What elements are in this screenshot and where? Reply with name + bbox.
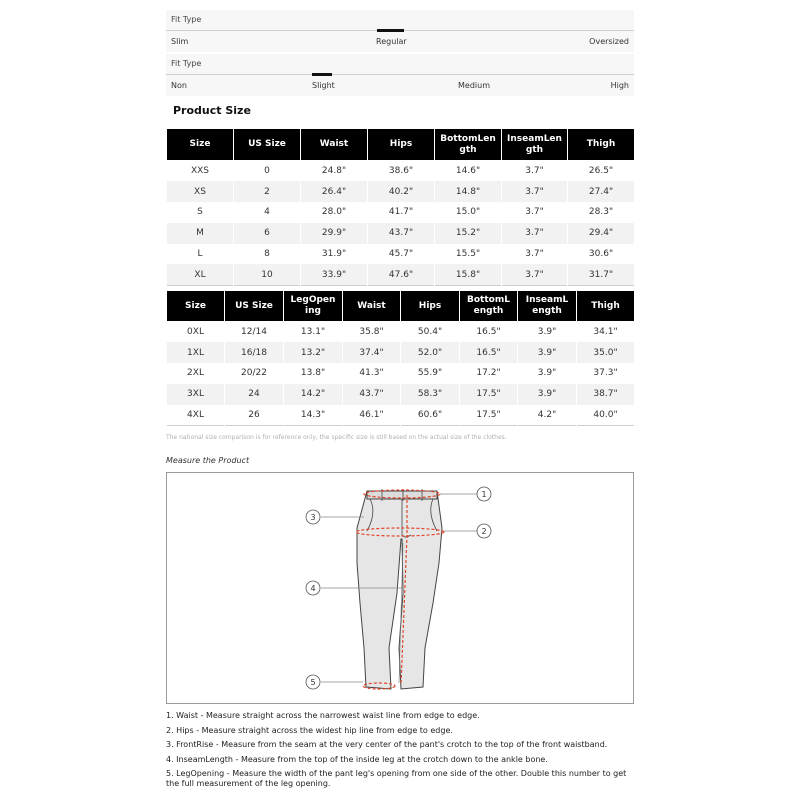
fit-type-slider — [166, 10, 634, 52]
table-cell: 60.6" — [401, 405, 460, 426]
column-header: Hips — [401, 291, 460, 322]
fit-type-label: Fit Type — [171, 59, 202, 68]
table-cell: 3.7" — [502, 244, 568, 265]
table-cell: 15.8" — [435, 264, 502, 285]
table-cell: XS — [167, 181, 234, 202]
table-cell: 14.2" — [284, 384, 343, 405]
stretch-slider — [166, 54, 634, 96]
size-disclaimer: The national size comparison is for reference only, the specific size is still based on the actual size of the clothes. — [166, 434, 507, 441]
table-cell: L — [167, 244, 234, 265]
table-cell: 4XL — [167, 405, 225, 426]
table-cell: 8 — [234, 244, 301, 265]
table-cell: 16.5" — [460, 342, 518, 363]
fit-track — [166, 74, 634, 75]
table-cell: 29.9" — [301, 223, 368, 244]
table-cell: 50.4" — [401, 322, 460, 343]
table-cell: 29.4" — [568, 223, 635, 244]
column-header: US Size — [225, 291, 284, 322]
table-cell: 3.7" — [502, 223, 568, 244]
callout-5-label: 5 — [310, 678, 316, 687]
table-cell: 12/14 — [225, 322, 284, 343]
fit-selected-marker — [312, 73, 332, 76]
table-cell: S — [167, 202, 234, 223]
table-cell: 13.1" — [284, 322, 343, 343]
table-cell: 3.7" — [502, 161, 568, 182]
table-cell: 16.5" — [460, 322, 518, 343]
callout-2-label: 2 — [481, 527, 487, 536]
table-cell: 1XL — [167, 342, 225, 363]
table-cell: 14.6" — [435, 161, 502, 182]
table-cell: 17.2" — [460, 363, 518, 384]
pants-diagram — [167, 473, 633, 703]
table-cell: 15.2" — [435, 223, 502, 244]
table-cell: 3.9" — [518, 322, 577, 343]
table-cell: 26.5" — [568, 161, 635, 182]
instruction-waist: 1. Waist - Measure straight across the narrowest waist line from edge to edge. — [166, 711, 480, 720]
table-cell: 31.9" — [301, 244, 368, 265]
table-cell: 3.9" — [518, 342, 577, 363]
table-cell: 45.7" — [368, 244, 435, 265]
column-header: Hips — [368, 129, 435, 161]
waistband — [367, 491, 437, 499]
callout-3-label: 3 — [310, 513, 316, 522]
fit-type-label: Fit Type — [171, 15, 202, 24]
fit-option-oversized: Oversized — [589, 37, 629, 46]
table-cell: 55.9" — [401, 363, 460, 384]
table-cell: 37.4" — [343, 342, 401, 363]
table-cell: 10 — [234, 264, 301, 285]
table-row — [167, 202, 635, 223]
table-cell: 17.5" — [460, 405, 518, 426]
table-cell: 28.0" — [301, 202, 368, 223]
table-row — [167, 264, 635, 285]
table-cell: 16/18 — [225, 342, 284, 363]
table-row — [167, 181, 635, 202]
table-cell: 28.3" — [568, 202, 635, 223]
table-cell: 33.9" — [301, 264, 368, 285]
table-cell: 0 — [234, 161, 301, 182]
table-cell: 17.5" — [460, 384, 518, 405]
table-cell: 46.1" — [343, 405, 401, 426]
column-header: Thigh — [577, 291, 635, 322]
column-header: Waist — [343, 291, 401, 322]
table-cell: 15.5" — [435, 244, 502, 265]
fit-option-slight: Slight — [312, 81, 335, 90]
table-cell: 47.6" — [368, 264, 435, 285]
table-cell: 4.2" — [518, 405, 577, 426]
column-header: InseamLen gth — [502, 129, 568, 161]
table-cell: 4 — [234, 202, 301, 223]
table-cell: 3.9" — [518, 384, 577, 405]
table-cell: 0XL — [167, 322, 225, 343]
table-cell: 3.7" — [502, 264, 568, 285]
instruction-hips: 2. Hips - Measure straight across the widest hip line from edge to edge. — [166, 725, 453, 735]
table-header-row — [167, 129, 635, 161]
table-cell: XL — [167, 264, 234, 285]
fit-option-regular: Regular — [376, 37, 407, 46]
column-header: Thigh — [568, 129, 635, 161]
table-cell: 13.8" — [284, 363, 343, 384]
instruction-leg-opening: 5. LegOpening - Measure the width of the pant leg's opening from one side of the other. Double this number to get the full measurement of the leg opening. — [166, 769, 627, 789]
instruction-front-rise: 3. FrontRise - Measure from the seam at the very center of the pant's crotch to the top of the front waistband. — [166, 740, 608, 750]
table-row — [167, 223, 635, 244]
column-header: US Size — [234, 129, 301, 161]
table-row — [167, 384, 635, 405]
column-header: InseamL ength — [518, 291, 577, 322]
callout-1-label: 1 — [481, 490, 487, 499]
product-size-heading: Product Size — [173, 104, 251, 117]
fit-option-medium: Medium — [458, 81, 490, 90]
table-cell: 6 — [234, 223, 301, 244]
table-cell: 26.4" — [301, 181, 368, 202]
table-cell: XXS — [167, 161, 234, 182]
table-cell: 31.7" — [568, 264, 635, 285]
table-cell: 20/22 — [225, 363, 284, 384]
measure-instructions — [166, 711, 636, 794]
table-row — [167, 322, 635, 343]
table-cell: 26 — [225, 405, 284, 426]
table-row — [167, 405, 635, 426]
table-cell: 14.3" — [284, 405, 343, 426]
table-cell: 3.9" — [518, 363, 577, 384]
column-header: Waist — [301, 129, 368, 161]
table-cell: 40.2" — [368, 181, 435, 202]
instruction-inseam: 4. InseamLength - Measure from the top of the inside leg at the crotch down to the ankle bone. — [166, 754, 548, 764]
table-cell: 35.0" — [577, 342, 635, 363]
table-cell: 2XL — [167, 363, 225, 384]
table-row — [167, 363, 635, 384]
table-cell: 41.7" — [368, 202, 435, 223]
table-cell: 58.3" — [401, 384, 460, 405]
table-row — [167, 342, 635, 363]
measure-heading: Measure the Product — [166, 456, 250, 465]
table-cell: 34.1" — [577, 322, 635, 343]
table-header-row — [167, 291, 635, 322]
column-header: BottomLen gth — [435, 129, 502, 161]
table-cell: M — [167, 223, 234, 244]
table-cell: 35.8" — [343, 322, 401, 343]
table-cell: 37.3" — [577, 363, 635, 384]
table-cell: 3.7" — [502, 181, 568, 202]
table-cell: 24 — [225, 384, 284, 405]
table-cell: 38.7" — [577, 384, 635, 405]
table-row — [167, 244, 635, 265]
table-cell: 38.6" — [368, 161, 435, 182]
fit-option-non: Non — [171, 81, 187, 90]
table-cell: 3.7" — [502, 202, 568, 223]
table-cell: 15.0" — [435, 202, 502, 223]
table-cell: 30.6" — [568, 244, 635, 265]
column-header: BottomL ength — [460, 291, 518, 322]
column-header: Size — [167, 291, 225, 322]
table-cell: 24.8" — [301, 161, 368, 182]
table-cell: 52.0" — [401, 342, 460, 363]
table-cell: 40.0" — [577, 405, 635, 426]
size-table-regular — [166, 128, 635, 286]
table-cell: 14.8" — [435, 181, 502, 202]
table-cell: 27.4" — [568, 181, 635, 202]
fit-option-slim: Slim — [171, 37, 189, 46]
fit-selected-marker — [377, 29, 404, 32]
measure-figure — [166, 472, 634, 704]
column-header: LegOpen ing — [284, 291, 343, 322]
table-cell: 3XL — [167, 384, 225, 405]
table-row — [167, 161, 635, 182]
table-cell: 2 — [234, 181, 301, 202]
table-cell: 41.3" — [343, 363, 401, 384]
size-table-plus — [166, 290, 635, 426]
callout-4-label: 4 — [310, 584, 316, 593]
column-header: Size — [167, 129, 234, 161]
table-cell: 13.2" — [284, 342, 343, 363]
table-cell: 43.7" — [343, 384, 401, 405]
fit-option-high: High — [610, 81, 629, 90]
table-cell: 43.7" — [368, 223, 435, 244]
